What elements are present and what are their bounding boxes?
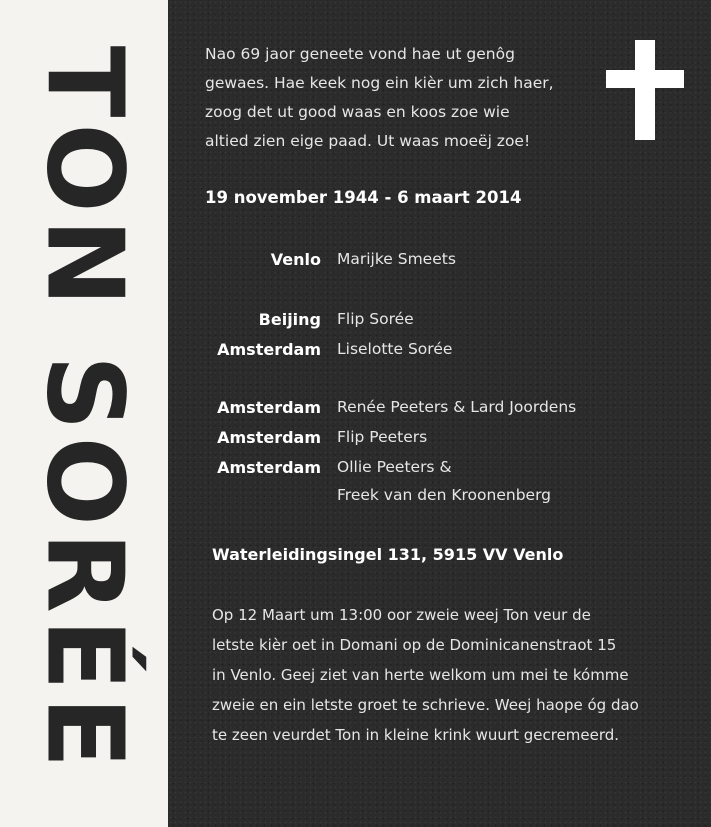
closing-line: te zeen veurdet Ton in kleine krink wuurt gecremeerd. xyxy=(212,726,620,744)
relative-names: Ollie Peeters & xyxy=(337,458,452,476)
closing-line: zweie en ein letste groet te schrieve. Weej haope óg dao xyxy=(212,696,639,714)
relative-names: Flip Peeters xyxy=(337,428,428,446)
intro-line: Nao 69 jaor geneete vond hae ut genôg xyxy=(205,45,515,63)
relative-row xyxy=(168,340,711,370)
relative-place: Amsterdam xyxy=(217,340,321,359)
relative-row xyxy=(168,428,711,458)
relative-row xyxy=(168,398,711,428)
name-strip xyxy=(0,0,168,827)
cross-horizontal-bar xyxy=(606,70,684,88)
address: Waterleidingsingel 131, 5915 VV Venlo xyxy=(212,545,564,564)
cross-icon xyxy=(606,40,682,140)
relative-names: Liselotte Sorée xyxy=(337,340,453,358)
deceased-name: TON SORÉE xyxy=(23,45,146,775)
obituary-panel xyxy=(168,0,711,827)
relative-place: Venlo xyxy=(270,250,321,269)
relative-place: Amsterdam xyxy=(217,398,321,417)
relative-names: Renée Peeters & Lard Joordens xyxy=(337,398,577,416)
closing-line: letste kièr oet in Domani op de Dominicanenstraot 15 xyxy=(212,636,617,654)
intro-line: gewaes. Hae keek nog ein kièr um zich haer, xyxy=(205,74,554,92)
intro-text xyxy=(205,40,585,156)
closing-text xyxy=(212,600,682,750)
relative-row xyxy=(168,310,711,340)
relative-names: Freek van den Kroonenberg xyxy=(337,486,552,504)
relative-row xyxy=(168,486,711,516)
life-dates: 19 november 1944 - 6 maart 2014 xyxy=(205,188,522,207)
relative-place: Amsterdam xyxy=(217,428,321,447)
relative-row xyxy=(168,250,711,280)
relative-row xyxy=(168,458,711,488)
relative-names: Flip Sorée xyxy=(337,310,414,328)
intro-line: altied zien eige paad. Ut waas moeëj zoe! xyxy=(205,132,531,150)
relative-place: Amsterdam xyxy=(217,458,321,477)
intro-line: zoog det ut good waas en koos zoe wie xyxy=(205,103,510,121)
closing-line: in Venlo. Geej ziet van herte welkom um mei te kómme xyxy=(212,666,629,684)
cross-vertical-bar xyxy=(635,40,655,140)
relative-place: Beijing xyxy=(258,310,321,329)
closing-line: Op 12 Maart um 13:00 oor zweie weej Ton veur de xyxy=(212,606,591,624)
relative-names: Marijke Smeets xyxy=(337,250,456,268)
